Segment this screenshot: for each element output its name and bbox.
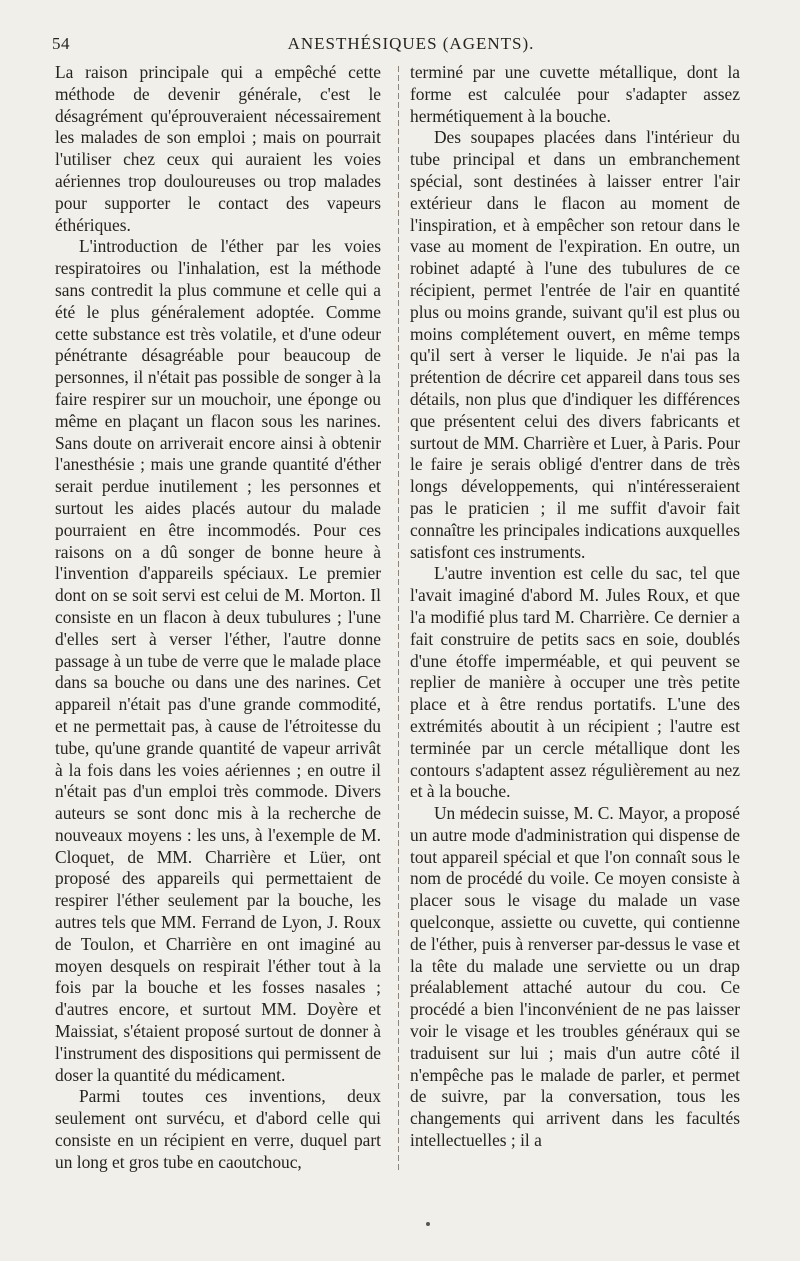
- paragraph: La raison principale qui a empêché cette méthode de devenir générale, c'est le désagrément qu'éprouveraient nécessairement les malades de son emploi ; mais on pourrait l'utiliser chez ceux qui auraient les voies aériennes trop douloureuses ou trop malades pour supporter le contact des vapeurs éthériques.: [55, 62, 381, 235]
- paragraph: Parmi toutes ces inventions, deux seulement ont survécu, et d'abord celle qui consiste en un récipient en verre, duquel part un long et gros tube en caoutchouc,: [55, 1086, 381, 1172]
- paragraph: L'introduction de l'éther par les voies respiratoires ou l'inhalation, est la méthode sans contredit la plus commune et celle qui a été le plus généralement adoptée. Comme cette substance est très volatile, et d'une odeur pénétrante désagréable pour beaucoup de personnes, il n'était pas possible de songer à la faire respirer sur un mouchoir, une éponge ou même en plaçant un flacon sous les narines. Sans doute on arriverait encore ainsi à obtenir l'anesthésie ; mais une grande quantité d'éther serait perdue inutilement ; les personnes et surtout les aides placés autour du malade pourraient en être incommodés. Pour ces raisons on a dû songer de bonne heure à l'invention d'appareils spéciaux. Le premier dont on se soit servi est celui de M. Morton. Il consiste en un flacon à deux tubulures ; l'une d'elles sert à verser l'éther, l'autre donne passage à un tube de verre que le malade place dans sa bouche ou dans une des narines. Cet appareil n'était pas d'une grande commodité, et ne permettait pas, à cause de l'étroitesse du tube, qu'une grande quantité de vapeur arrivât à la fois dans les voies aériennes ; en outre il n'était pas d'un emploi très commode. Divers auteurs se sont donc mis à la recherche de nouveaux moyens : les uns, à l'exemple de M. Cloquet, de MM. Charrière et Lüer, ont proposé des appareils qui permettaient de respirer l'éther seulement par la bouche, les autres tels que MM. Ferrand de Lyon, J. Roux de Toulon, et Charrière en ont imaginé au moyen desquels on respirait l'éther tout à la fois par la bouche et les fosses nasales ; d'autres encore, et surtout MM. Doyère et Maissiat, s'étaient proposé surtout de donner à l'instrument des dispositions qui permissent de doser la quantité du médicament.: [55, 236, 381, 1085]
- column-divider: [398, 66, 399, 1172]
- paragraph: L'autre invention est celle du sac, tel que l'avait imaginé d'abord M. Jules Roux, et que l'a modifié plus tard M. Charrière. Ce dernier a fait construire de petits sacs en soie, doublés d'une étoffe imperméable, et qui peuvent se replier de manière à occuper une très petite place et à être rendus portatifs. L'une des extrémités aboutit à un récipient ; l'autre est terminée par un cercle métallique dont les contours s'adaptent assez régulièrement au nez et à la bouche.: [410, 563, 740, 802]
- paragraph: Des soupapes placées dans l'intérieur du tube principal et dans un embranchement spécial, sont destinées à laisser entrer l'air extérieur dans le flacon au moment de l'inspiration, et à empêcher son retour dans le vase au moment de l'expiration. En outre, un robinet adapté à l'une des tubulures de ce récipient, permet l'entrée de l'air en quantité plus ou moins grande, suivant qu'il est plus ou moins complétement ouvert, en même temps qu'il sert à verser le liquide. Je n'ai pas la prétention de décrire cet appareil dans tous ses détails, non plus que d'indiquer les différences que présentent celui des divers fabricants et surtout de MM. Charrière et Luer, à Paris. Pour le faire je serais obligé d'entrer dans de très longs développements, qui n'intéresseraient pas le praticien ; il me suffit d'avoir fait connaître les principales indications auxquelles satisfont ces instruments.: [410, 127, 740, 562]
- right-column: [410, 62, 740, 1152]
- page-header: [52, 34, 770, 60]
- paragraph: Un médecin suisse, M. C. Mayor, a proposé un autre mode d'administration qui dispense de tout appareil spécial et que l'on connaît sous le nom de procédé du voile. Ce moyen consiste à placer sous le visage du malade un vase quelconque, assiette ou cuvette, qui contienne de l'éther, puis à renverser par-dessus le vase et la tête du malade une serviette ou un drap préalablement attaché autour du cou. Ce procédé a bien l'inconvénient de ne pas laisser voir le visage et les troubles généraux qui se traduisent sur lui ; mais d'un autre côté il n'empêche pas le malade de parler, et permet de suivre, par la conversation, tous les changements qui arrivent dans les facultés intellectuelles ; il a: [410, 803, 740, 1151]
- left-column: [55, 62, 381, 1174]
- ink-speck: [426, 1222, 430, 1226]
- paragraph: terminé par une cuvette métallique, dont la forme est calculée pour s'adapter assez hermétiquement à la bouche.: [410, 62, 740, 126]
- page-number: 54: [52, 34, 70, 53]
- running-title: ANESTHÉSIQUES (AGENTS).: [287, 34, 535, 53]
